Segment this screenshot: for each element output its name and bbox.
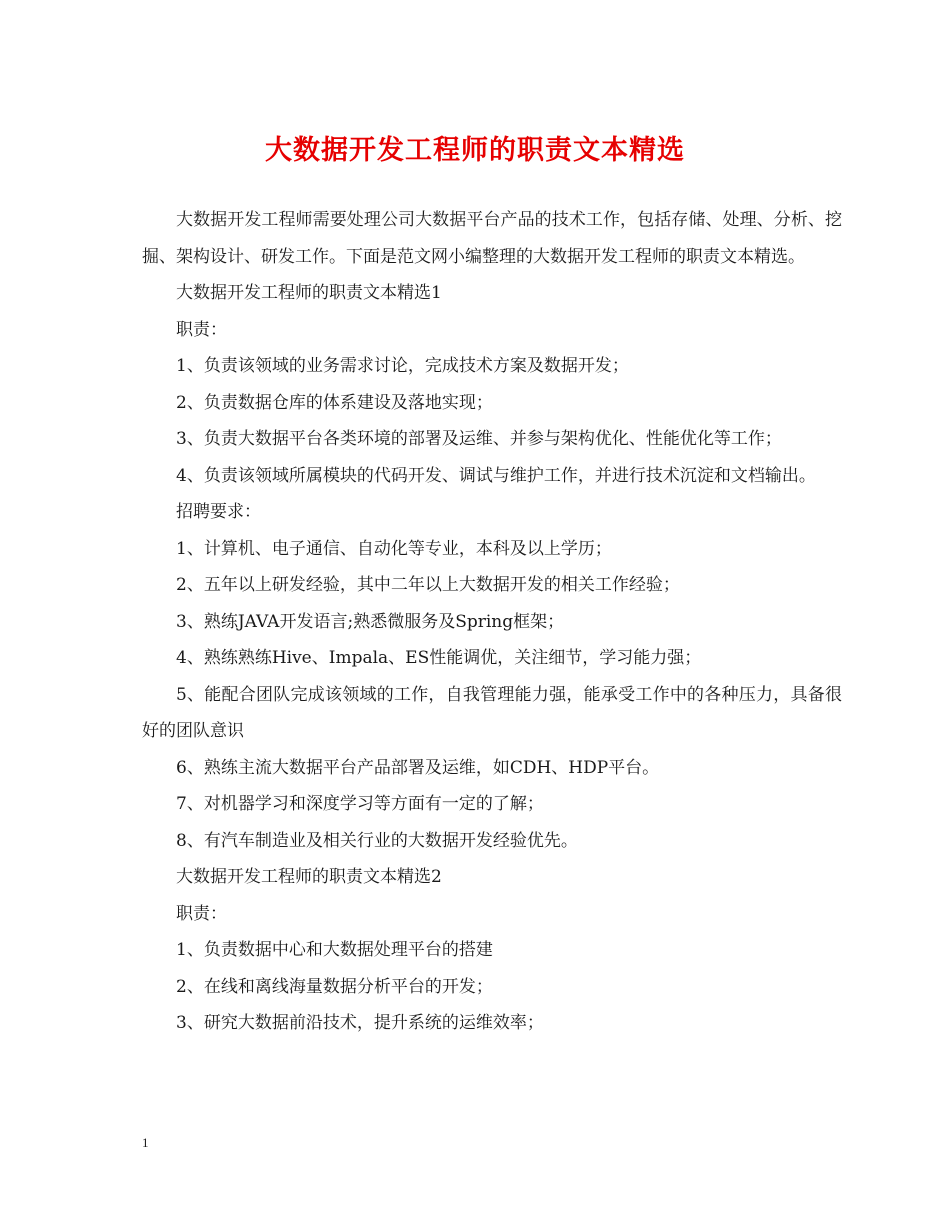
list-item: 4、负责该领域所属模块的代码开发、调试与维护工作，并进行技术沉淀和文档输出。 bbox=[176, 465, 816, 486]
list-item: 2、在线和离线海量数据分析平台的开发； bbox=[176, 976, 493, 997]
intro-paragraph: 大数据开发工程师需要处理公司大数据平台产品的技术工作，包括存储、处理、分析、挖掘、架构设计、研发工作。下面是范文网小编整理的大数据开发工程师的职责文本精选。 bbox=[142, 210, 842, 267]
list-item: 8、有汽车制造业及相关行业的大数据开发经验优先。 bbox=[176, 830, 578, 851]
list-item: 5、能配合团队完成该领域的工作，自我管理能力强，能承受工作中的各种压力，具备很好的团队意识 bbox=[142, 684, 842, 741]
list-item: 2、负责数据仓库的体系建设及落地实现； bbox=[176, 392, 493, 413]
section-heading-2: 大数据开发工程师的职责文本精选2 bbox=[176, 867, 442, 887]
list-item: 4、熟练熟练Hive、Impala、ES性能调优，关注细节，学习能力强； bbox=[176, 648, 702, 668]
responsibilities-label: 职责： bbox=[176, 903, 227, 924]
document-body bbox=[142, 202, 842, 1042]
list-item: 3、负责大数据平台各类环境的部署及运维、并参与架构优化、性能优化等工作； bbox=[176, 429, 782, 449]
list-item: 1、负责数据中心和大数据处理平台的搭建 bbox=[176, 940, 493, 960]
page-number: 1 bbox=[142, 1135, 149, 1150]
section-heading-1: 大数据开发工程师的职责文本精选1 bbox=[176, 283, 442, 303]
list-item: 6、熟练主流大数据平台产品部署及运维，如CDH、HDP平台。 bbox=[176, 757, 660, 778]
list-item: 7、对机器学习和深度学习等方面有一定的了解； bbox=[176, 794, 544, 814]
list-item: 2、五年以上研发经验，其中二年以上大数据开发的相关工作经验； bbox=[176, 575, 680, 595]
list-item: 1、计算机、电子通信、自动化等专业，本科及以上学历； bbox=[176, 538, 612, 559]
responsibilities-label: 职责： bbox=[176, 319, 227, 340]
list-item: 1、负责该领域的业务需求讨论，完成技术方案及数据开发； bbox=[176, 356, 629, 376]
list-item: 3、熟练JAVA开发语言;熟悉微服务及Spring框架； bbox=[176, 611, 565, 632]
document-title: 大数据开发工程师的职责文本精选 bbox=[265, 135, 685, 166]
list-item: 3、研究大数据前沿技术，提升系统的运维效率； bbox=[176, 1013, 544, 1033]
requirements-label: 招聘要求： bbox=[176, 502, 261, 522]
